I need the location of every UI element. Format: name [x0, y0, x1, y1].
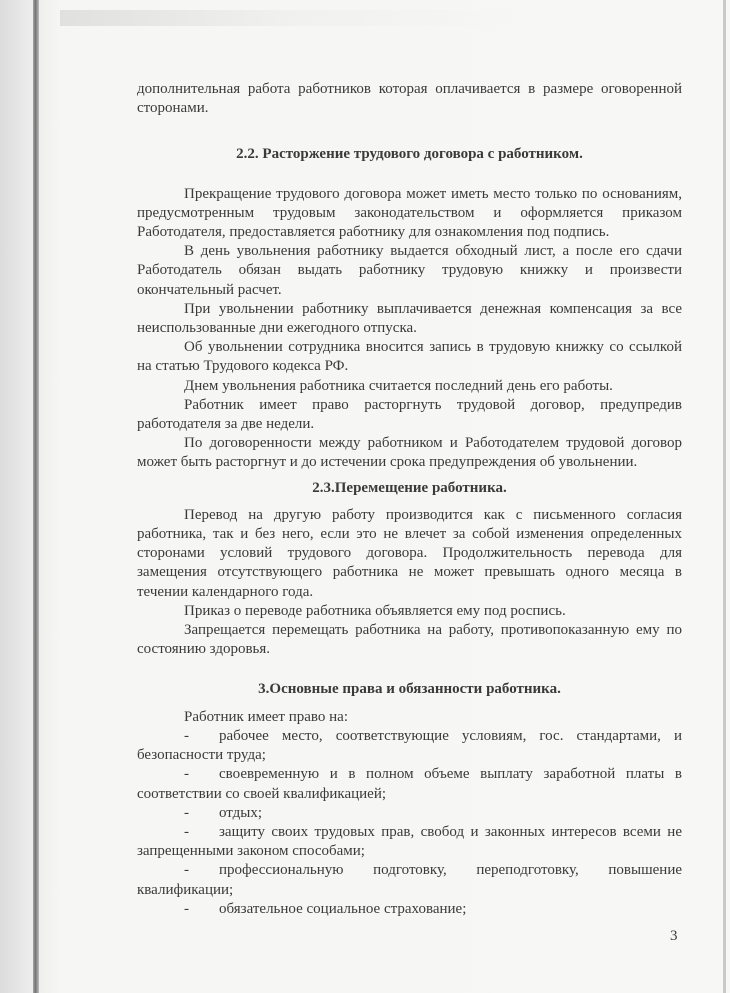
section-2-2-paragraph: Прекращение трудового договора может иметь место только по основаниям, предусмотренным трудовым законодательством и оформляется приказом Работодателя, предоставляется работнику для ознакомления под подпись.	[137, 185, 682, 241]
rights-list-item: - профессиональную подготовку, переподготовку, повышение квалификации;	[137, 862, 682, 898]
list-dash: -	[184, 823, 189, 840]
rights-list-item: - защиту своих трудовых прав, свобод и законных интересов всеми не запрещенными законом способами;	[137, 823, 682, 860]
scan-smudge	[60, 10, 520, 26]
section-3-lead: Работник имеет право на:	[184, 708, 348, 725]
section-2-2-paragraph: Работник имеет право расторгнуть трудовой договор, предупредив работодателя за две недели.	[137, 396, 682, 433]
document-body	[137, 80, 682, 919]
section-2-2-heading: 2.2. Расторжение трудового договора с работником.	[236, 146, 583, 163]
rights-list-item: - своевременную и в полном объеме выплату заработной платы в соответствии со своей квалификацией;	[137, 766, 682, 802]
section-2-3-heading: 2.3.Перемещение работника.	[312, 479, 507, 496]
section-2-3-paragraph: Приказ о переводе работника объявляется ему под роспись.	[184, 602, 566, 619]
section-3-heading: 3.Основные права и обязанности работника.	[258, 681, 561, 698]
section-2-2-paragraph: При увольнении работнику выплачивается денежная компенсация за все неиспользованные дни ежегодного отпуска.	[137, 300, 682, 337]
section-2-2-paragraph: Об увольнении сотрудника вносится запись в трудовую книжку со ссылкой на статью Трудового кодекса РФ.	[137, 339, 682, 375]
section-2-2-paragraph: В день увольнения работнику выдается обходный лист, а после его сдачи Работодатель обязан выдать работнику трудовую книжку и произвести окончательный расчет.	[137, 243, 682, 298]
section-2-3-paragraph: Запрещается перемещать работника на работу, противопоказанную ему по состоянию здоровья.	[137, 622, 682, 658]
rights-list-item: - отдых;	[137, 804, 682, 823]
list-dash: -	[184, 804, 189, 821]
section-2-3-paragraph: Перевод на другую работу производится как с письменного согласия работника, так и без него, если это не влечет за собой изменения определенных сторонами условий трудового договора. Продолжительность перевода для замещения отсутствующего работника не может превышать одного месяца в течении календарного года.	[137, 506, 682, 600]
list-dash: -	[184, 862, 189, 879]
rights-list-item: - рабочее место, соответствующие условиям, гос. стандартами, и безопасности труда;	[137, 727, 682, 764]
rights-list-item: - обязательное социальное страхование;	[137, 900, 682, 919]
binding-edge	[33, 0, 39, 993]
section-2-2-paragraph: Днем увольнения работника считается последний день его работы.	[184, 377, 613, 394]
list-dash: -	[184, 727, 189, 744]
page-edge	[723, 0, 726, 993]
list-dash: -	[184, 766, 189, 783]
list-dash: -	[184, 900, 189, 917]
intro-paragraph: дополнительная работа работников которая оплачивается в размере оговоренной сторонами.	[137, 81, 682, 117]
page-number: 3	[670, 928, 678, 944]
section-2-2-paragraph: По договоренности между работником и Работодателем трудовой договор может быть расторгнут и до истечении срока предупреждения об увольнении.	[137, 435, 682, 471]
